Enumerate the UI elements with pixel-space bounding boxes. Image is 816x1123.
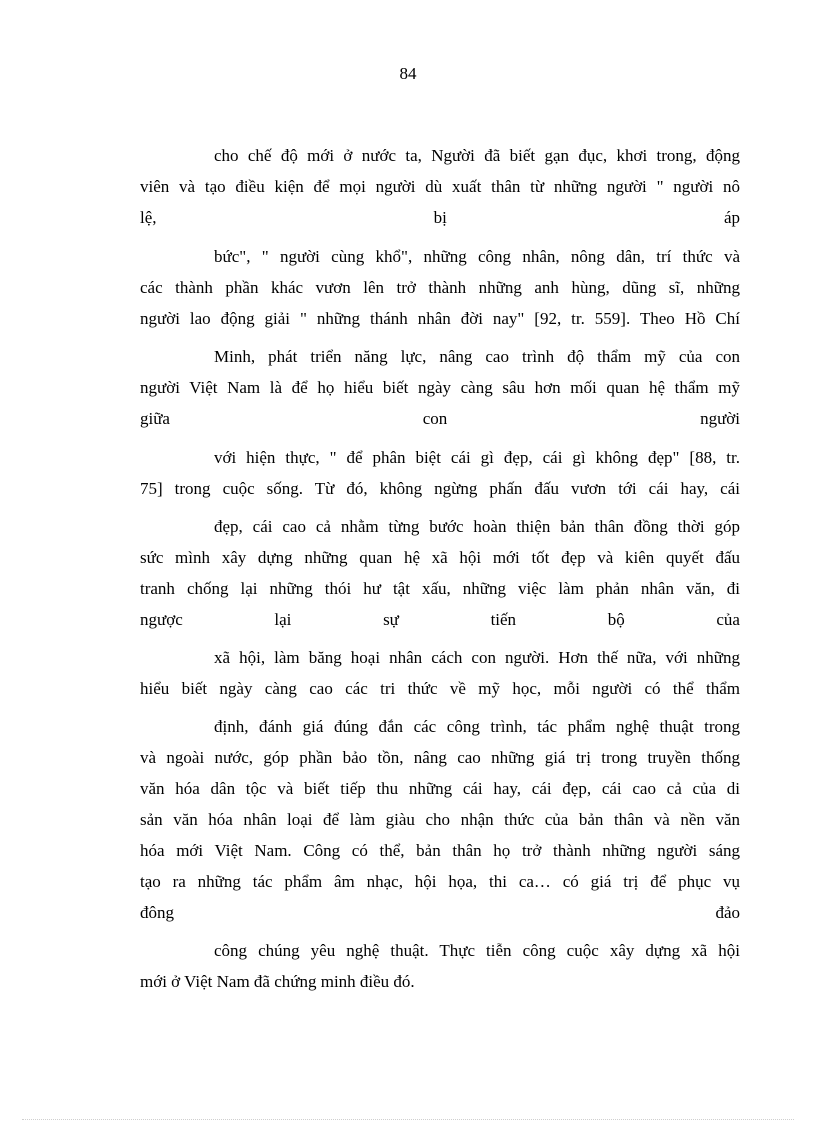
text-line: định, đánh giá đúng đắn các công trình, tác phẩm nghệ thuật trong: [214, 717, 740, 736]
text-line: mới ở Việt Nam đã chứng minh điều đó.: [140, 972, 415, 991]
text-line: [140, 608, 740, 632]
text-word: con: [422, 409, 448, 428]
text-line: người Việt Nam là để họ hiểu biết ngày càng sâu hơn mối quan hệ thẩm mỹ: [140, 378, 740, 397]
text-line: tạo ra những tác phẩm âm nhạc, hội họa, thi ca… có giá trị để phục vụ: [140, 872, 740, 891]
text-word: đông: [140, 903, 174, 922]
text-line: hiểu biết ngày càng cao các tri thức về mỹ học, mỗi người có thể thẩm: [140, 679, 740, 698]
text-line: viên và tạo điều kiện để mọi người dù xuất thân từ những người " người nô: [140, 177, 740, 196]
text-word: áp: [723, 208, 740, 227]
text-word: giữa: [140, 409, 170, 428]
text-word: tiến: [490, 610, 517, 629]
text-line: cho chế độ mới ở nước ta, Người đã biết gạn đục, khơi trong, động: [214, 146, 740, 165]
text-word: sự: [383, 610, 399, 629]
text-line: người lao động giải " những thánh nhân đời nay" [92, tr. 559]. Theo Hồ Chí: [140, 309, 740, 328]
page-number: 84: [399, 64, 417, 83]
text-line: văn hóa dân tộc và biết tiếp thu những cái hay, cái đẹp, cái cao cả của di: [140, 779, 740, 798]
text-line: hóa mới Việt Nam. Công có thể, bản thân họ trở thành những người sáng: [140, 841, 740, 860]
text-line: tranh chống lại những thói hư tật xấu, những việc làm phản nhân văn, đi: [140, 579, 740, 598]
text-line: [140, 901, 740, 925]
text-line: đẹp, cái cao cả nhằm từng bước hoàn thiện bản thân đồng thời góp: [214, 517, 740, 536]
text-line: với hiện thực, " để phân biệt cái gì đẹp, cái gì không đẹp" [88, tr.: [214, 448, 740, 467]
text-line: bức", " người cùng khổ", những công nhân, nông dân, trí thức và: [214, 247, 740, 266]
text-word: bộ: [607, 610, 625, 629]
text-line: xã hội, làm băng hoại nhân cách con người. Hơn thế nữa, với những: [214, 648, 740, 667]
text-line: 75] trong cuộc sống. Từ đó, không ngừng phấn đấu vươn tới cái hay, cái: [140, 479, 740, 498]
text-word: người: [700, 409, 740, 428]
text-word: lệ,: [140, 208, 157, 227]
page-bottom-border: [22, 1119, 794, 1120]
text-line: công chúng yêu nghệ thuật. Thực tiễn công cuộc xây dựng xã hội: [214, 941, 740, 960]
text-line: Minh, phát triển năng lực, nâng cao trình độ thẩm mỹ của con: [214, 347, 740, 366]
text-line: và ngoài nước, góp phần bảo tồn, nâng cao những giá trị trong truyền thống: [140, 748, 740, 767]
text-word: đảo: [715, 903, 740, 922]
text-line: sức mình xây dựng những quan hệ xã hội mới tốt đẹp và kiên quyết đấu: [140, 548, 740, 567]
text-line: các thành phần khác vươn lên trở thành những anh hùng, dũng sĩ, những: [140, 278, 740, 297]
text-word: bị: [433, 208, 447, 227]
text-word: của: [716, 610, 740, 629]
text-line: sản văn hóa nhân loại để làm giàu cho nhận thức của bản thân và nền văn: [140, 810, 740, 829]
text-line: [140, 206, 740, 230]
text-word: lại: [274, 610, 292, 629]
text-word: ngược: [140, 610, 183, 629]
text-line: [140, 407, 740, 431]
